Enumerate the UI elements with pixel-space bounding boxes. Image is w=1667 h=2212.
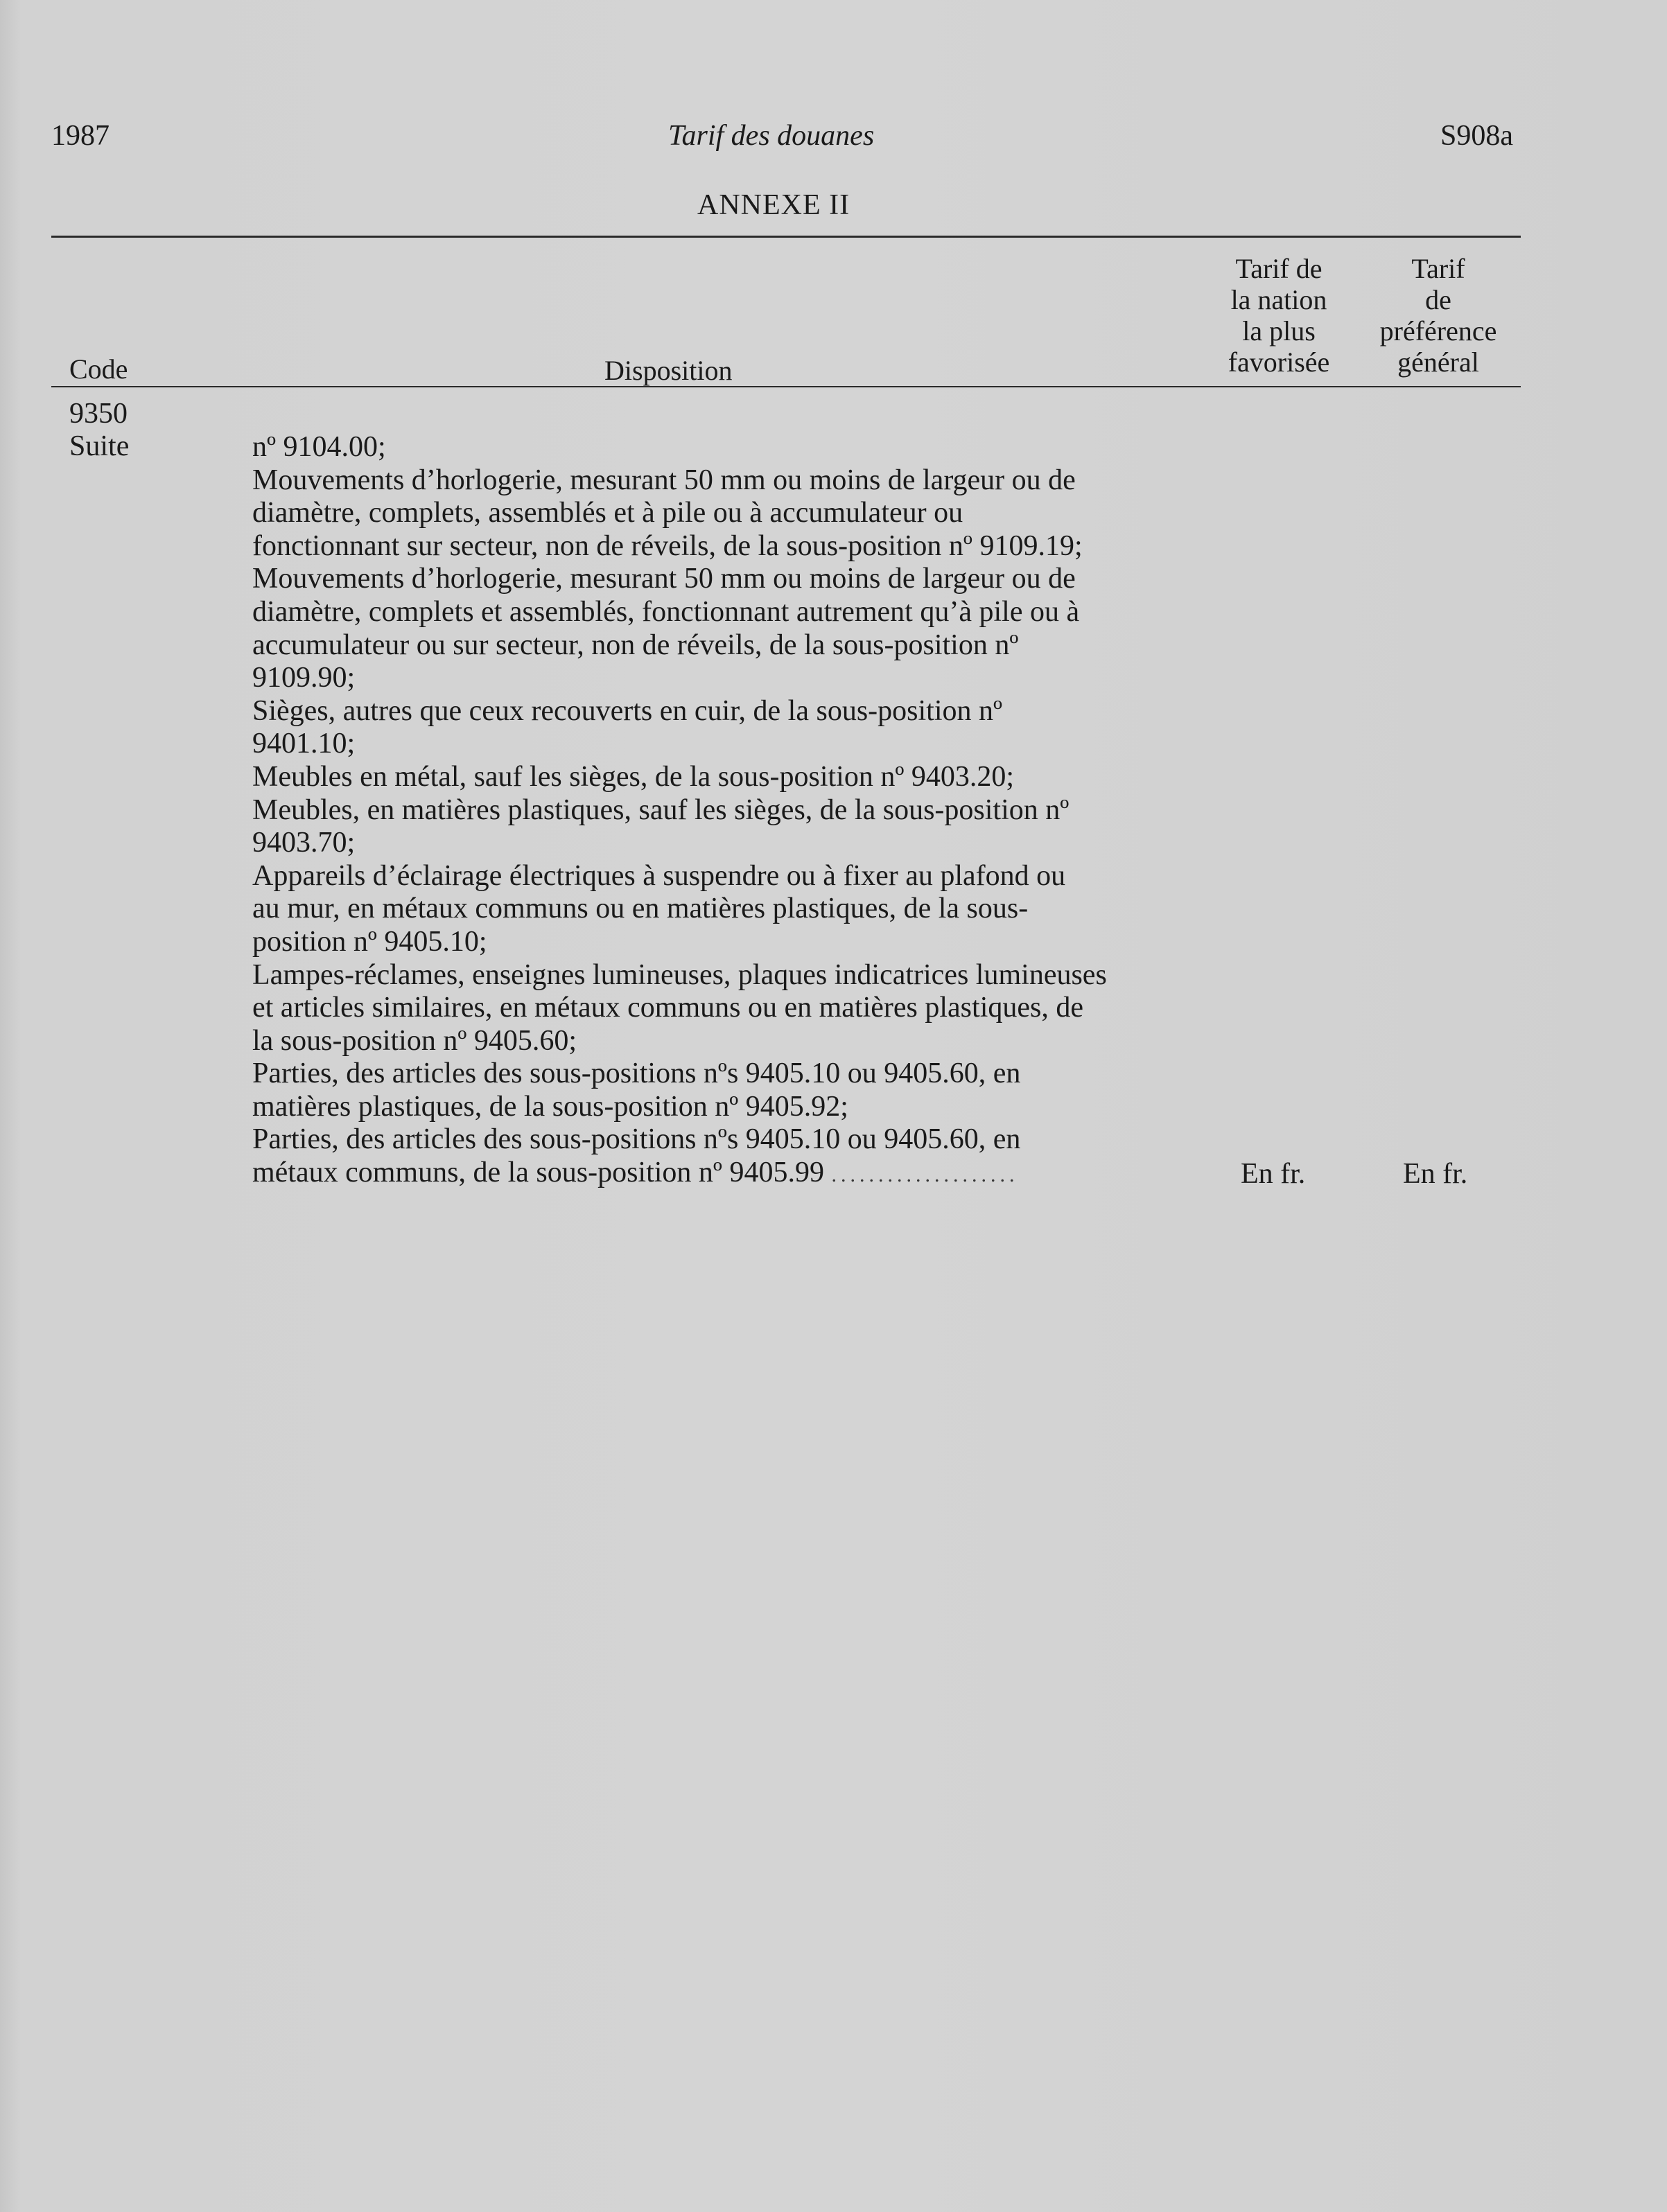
column-header-gpt-line: de [1425,284,1451,315]
disposition-line: Mouvements d’horlogerie, mesurant 50 mm ou moins de largeur ou de [252,563,1076,595]
disposition-line-text: métaux communs, de la sous-position nº 9405.99 [252,1157,824,1189]
table-header-rule [51,386,1521,387]
disposition-line: nº 9104.00; [252,431,386,463]
disposition-line: 9403.70; [252,827,356,859]
disposition-line: Parties, des articles des sous-positions nºs 9405.10 ou 9405.60, en [252,1123,1021,1156]
column-header-gpt-line: Tarif [1411,253,1465,284]
running-head-year: 1987 [51,120,110,152]
disposition-line: Meubles, en matières plastiques, sauf les sièges, de la sous-position nº [252,793,1070,826]
running-head-title: Tarif des douanes [668,120,875,152]
gpt-rate: En fr. [1403,1158,1468,1190]
annex-heading: ANNEXE II [697,189,850,221]
dot-leader: .................... [831,1164,1019,1187]
disposition-line: position nº 9405.10; [252,925,487,958]
column-header-mfn-line: Tarif de [1235,253,1323,284]
disposition-line: Sièges, autres que ceux recouverts en cuir, de la sous-position nº [252,694,1003,727]
row-code-note: Suite [69,430,130,462]
disposition-last-line [252,1157,1188,1192]
table-top-rule [51,236,1521,238]
disposition-line: Lampes-réclames, enseignes lumineuses, plaques indicatrices lumineuses [252,958,1107,991]
column-header-gpt-line: général [1397,346,1479,378]
page-number: S908a [1440,120,1513,152]
column-header-gpt-line: préférence [1379,315,1497,346]
column-header-mfn-line: favorisée [1228,346,1330,378]
disposition-line: Parties, des articles des sous-positions nºs 9405.10 ou 9405.60, en [252,1057,1021,1090]
disposition-line: au mur, en métaux communs ou en matières plastiques, de la sous- [252,893,1029,925]
disposition-line: et articles similaires, en métaux communs ou en matières plastiques, de [252,992,1083,1024]
disposition-line: Mouvements d’horlogerie, mesurant 50 mm ou moins de largeur ou de [252,464,1076,496]
row-code: 9350 [69,398,128,430]
disposition-line: fonctionnant sur secteur, non de réveils, de la sous-position nº 9109.19; [252,529,1083,562]
column-header-gpt-tariff [1365,253,1511,378]
column-header-code: Code [69,353,128,385]
column-header-mfn-line: la nation [1230,284,1327,315]
column-header-mfn-line: la plus [1242,315,1316,346]
disposition-line: la sous-position nº 9405.60; [252,1024,577,1057]
disposition-line: diamètre, complets, assemblés et à pile ou à accumulateur ou [252,497,963,529]
column-header-mfn-tariff [1206,253,1352,378]
mfn-rate: En fr. [1241,1158,1306,1190]
disposition-line: 9109.90; [252,662,356,694]
disposition-line: Appareils d’éclairage électriques à suspendre ou à fixer au plafond ou [252,859,1066,892]
row-disposition [252,431,1188,1192]
disposition-line: Meubles en métal, sauf les sièges, de la sous-position nº 9403.20; [252,760,1015,793]
disposition-line: 9401.10; [252,728,356,760]
disposition-line: accumulateur ou sur secteur, non de réveils, de la sous-position nº [252,629,1019,661]
disposition-line: diamètre, complets et assemblés, fonctionnant autrement qu’à pile ou à [252,595,1080,628]
disposition-line: matières plastiques, de la sous-position nº 9405.92; [252,1090,848,1123]
column-header-disposition: Disposition [604,355,733,386]
